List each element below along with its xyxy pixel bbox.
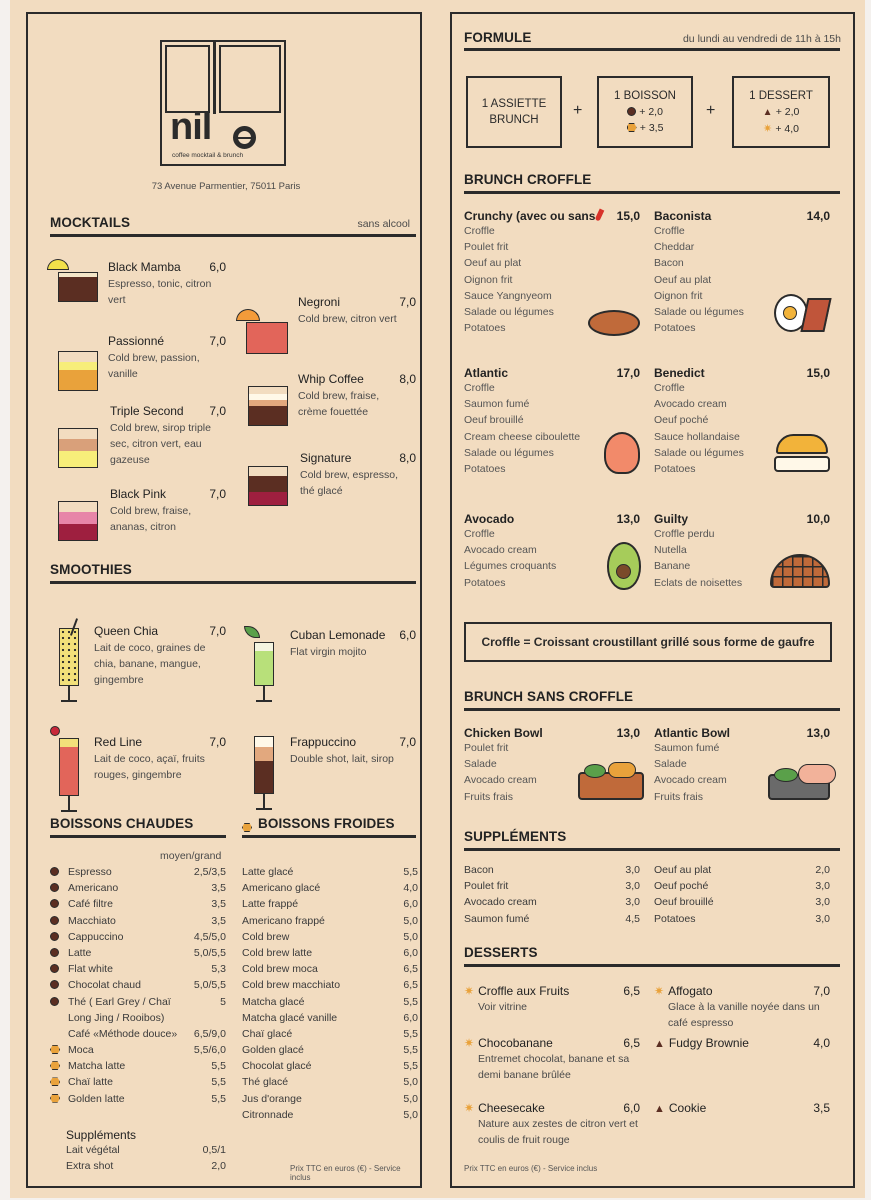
item-price: 3,0 (625, 864, 640, 876)
item-price: 6,5/9,0 (193, 1027, 226, 1040)
price-row (242, 931, 418, 947)
benedict-icon (776, 434, 828, 454)
dish-name: Baconista (654, 209, 712, 223)
smoothie-item: Frappuccino 7,0 Double shot, lait, sirop (290, 735, 416, 765)
berries-icon (50, 726, 60, 736)
dish-ingredient: Salade ou légumes (654, 446, 744, 459)
item-price: 5 (220, 995, 226, 1008)
dish-ingredient: Salade ou légumes (464, 306, 554, 319)
honey-hex-icon (50, 1061, 60, 1070)
dish-ingredient: Croffle (464, 382, 495, 394)
mocktails-note: sans alcool (357, 218, 410, 230)
coffee-dot-icon (50, 964, 59, 973)
left-panel (26, 12, 422, 1188)
item-price: 5,0/5,5 (193, 946, 226, 959)
coffee-dot-icon (50, 997, 59, 1006)
mocktails-title: MOCKTAILS (50, 215, 131, 230)
item-name: Cold brew moca (242, 963, 318, 976)
dish-name: Benedict (654, 366, 705, 380)
price-row (242, 1076, 418, 1092)
dish-ingredient: Salade (464, 758, 497, 771)
dish-ingredient: Potatoes (654, 322, 696, 335)
dish-name: Chicken Bowl (464, 726, 543, 740)
item-name: Matcha latte (68, 1060, 126, 1073)
dish-ingredient: Salade (654, 758, 687, 771)
dessert-desc: Voir vitrine (478, 1001, 528, 1013)
dish-ingredient: Oignon frit (654, 289, 703, 302)
dessert-item (464, 1101, 640, 1148)
item-name: Bacon (464, 864, 494, 876)
dish-ingredient: Bacon (654, 257, 684, 270)
croissant-icon (588, 310, 640, 336)
price-row (242, 1109, 418, 1125)
cold-drinks-title: BOISSONS FROIDES (258, 816, 395, 831)
price-row (242, 1060, 418, 1076)
dessert-name: Affogato (668, 984, 713, 998)
price-row (464, 913, 640, 929)
price-row (464, 864, 640, 880)
price-row (50, 898, 226, 914)
item-price: 5,0/5,5 (193, 979, 226, 992)
dish-ingredient: Fruits frais (464, 790, 514, 803)
price-row (50, 882, 226, 898)
item-name: Moca (68, 1044, 94, 1057)
honey-hex-icon (50, 1077, 60, 1086)
price-row (50, 1060, 226, 1076)
item-price: 5,5 (403, 995, 418, 1008)
hot-supplements-list (66, 1144, 226, 1176)
price-row (242, 979, 418, 995)
item-name: Oeuf au plat (654, 864, 712, 876)
item-price: 6,0 (403, 1011, 418, 1024)
item-price: 5,5/6,0 (193, 1044, 226, 1057)
dish-ingredient: Potatoes (464, 576, 506, 589)
coffee-dot-icon (50, 980, 59, 989)
price-row (242, 1028, 418, 1044)
item-name: Saumon fumé (464, 912, 530, 925)
item-name: Matcha glacé (242, 995, 305, 1008)
price-row (66, 1144, 226, 1160)
smoothie-item: Red Line 7,0 Lait de coco, açaï, fruits rouges, gingembre (94, 735, 226, 782)
star-icon: ✷ (464, 984, 475, 998)
dish-ingredient: Sauce hollandaise (654, 430, 740, 443)
item-name: Oeuf poché (654, 880, 709, 893)
dessert-item (654, 984, 830, 1031)
item-price: 2,0 (815, 864, 830, 876)
dish-ingredient: Avocado cream (654, 774, 727, 787)
price-row (50, 1012, 226, 1028)
item-price: 6,5 (403, 979, 418, 992)
price-row (242, 1093, 418, 1109)
glass-red-line-icon (59, 738, 79, 796)
dish-ingredient: Poulet frit (464, 742, 509, 754)
dish-price: 13,0 (616, 726, 640, 740)
price-row (242, 1012, 418, 1028)
price-row (464, 896, 640, 912)
item-name: Chocolat glacé (242, 1060, 312, 1073)
item-name: Chaï glacé (242, 1027, 293, 1040)
dish-ingredient: Croffle (464, 225, 495, 237)
mocktail-item: Passionné 7,0 Cold brew, passion, vanille (108, 334, 226, 381)
right-panel (450, 12, 855, 1188)
item-name: Americano frappé (242, 914, 325, 927)
dessert-item (654, 1036, 830, 1050)
dessert-price: 6,5 (623, 984, 640, 998)
dish-name: Atlantic (464, 366, 509, 380)
dish-name: Guilty (654, 512, 689, 526)
brand-name: nil (170, 106, 212, 148)
item-name: Chaï latte (68, 1076, 113, 1089)
dessert-name: Fudgy Brownie (668, 1036, 749, 1050)
price-footnote: Prix TTC en euros (€) - Service inclus (290, 1164, 401, 1182)
dish-ingredient: Croffle perdu (654, 528, 715, 540)
dish-ingredient: Oeuf au plat (654, 273, 712, 286)
item-price: 2,5/3,5 (193, 866, 226, 878)
brand-address: 73 Avenue Parmentier, 75011 Paris (151, 181, 301, 192)
item-name: Long Jing / Rooibos) (68, 1011, 165, 1024)
item-price: 5,0 (403, 1076, 418, 1089)
item-name: Citronnade (242, 1108, 294, 1121)
dish-ingredient: Avocado cream (654, 398, 727, 411)
dish-price: 13,0 (806, 726, 830, 740)
coffee-dot-icon (50, 948, 59, 957)
dish-ingredient: Potatoes (464, 322, 506, 335)
price-row (654, 864, 830, 880)
price-row (50, 1076, 226, 1092)
dessert-name: Croffle aux Fruits (478, 984, 570, 998)
item-name: Extra shot (66, 1160, 114, 1173)
dish-ingredient: Nutella (654, 544, 687, 557)
item-name: Macchiato (68, 914, 116, 927)
cold-drinks-hex-icon (242, 818, 252, 836)
hot-drinks-title: BOISSONS CHAUDES (50, 816, 194, 831)
price-row (464, 880, 640, 896)
dessert-item (464, 984, 640, 1015)
price-row (242, 866, 418, 882)
glass-cuban-lemonade-icon (254, 642, 274, 686)
price-footnote: Prix TTC en euros (€) - Service inclus (464, 1164, 598, 1173)
item-name: Café filtre (68, 898, 113, 911)
price-row (50, 963, 226, 979)
price-row (242, 996, 418, 1012)
glass-black-mamba-icon (58, 272, 98, 302)
price-row (654, 896, 830, 912)
croffle-title: BRUNCH CROFFLE (464, 172, 592, 187)
dish-ingredient: Croffle (464, 528, 495, 540)
item-price: 5,0 (403, 930, 418, 943)
price-row (50, 996, 226, 1012)
item-name: Golden glacé (242, 1044, 304, 1057)
dish-price: 13,0 (616, 512, 640, 526)
cold-drinks-list (242, 866, 418, 1125)
formule-box-drink: 1 BOISSON + 2,0 + 3,5 (597, 76, 693, 148)
dish-ingredient: Cream cheese ciboulette (464, 430, 581, 443)
dish-ingredient: Poulet frit (464, 241, 509, 254)
dish-ingredient: Eclats de noisettes (654, 576, 743, 589)
dessert-item (464, 1036, 640, 1083)
supplements-right (654, 864, 830, 929)
star-icon: ✷ (762, 122, 773, 135)
item-price: 5,5 (403, 1027, 418, 1040)
item-price: 3,0 (625, 896, 640, 909)
item-price: 3,5 (211, 898, 226, 911)
dish-ingredient: Cheddar (654, 241, 695, 254)
glass-queen-chia-icon (59, 628, 79, 686)
mocktail-item: Triple Second 7,0 Cold brew, sirop triple sec, citron vert, eau gazeuse (110, 404, 226, 467)
mocktail-item: Black Mamba 6,0 Espresso, tonic, citron vert (108, 260, 226, 307)
dish-ingredient: Oeuf brouillé (464, 414, 524, 427)
coffee-dot-icon (50, 916, 59, 925)
croffle-definition: Croffle = Croissant croustillant grillé sous forme de gaufre (464, 622, 832, 662)
dish-ingredient: Potatoes (464, 463, 506, 476)
item-price: 5,5 (403, 866, 418, 878)
dish-ingredient: Croffle (654, 382, 685, 394)
smoothies-title: SMOOTHIES (50, 562, 132, 577)
dish-ingredient: Potatoes (654, 463, 696, 476)
item-price: 3,0 (815, 880, 830, 893)
chili-icon (595, 209, 605, 222)
glass-negroni-icon (246, 322, 288, 354)
dessert-price: 4,0 (813, 1036, 830, 1050)
plus-sign: + (573, 102, 583, 119)
price-row (50, 947, 226, 963)
price-row (50, 931, 226, 947)
price-row (654, 880, 830, 896)
coffee-dot-icon (50, 883, 59, 892)
triangle-icon: ▲ (762, 106, 773, 118)
item-name: Café «Méthode douce» (68, 1027, 178, 1040)
item-price: 3,5 (211, 914, 226, 927)
menu-sheet (10, 0, 865, 1198)
item-name: Thé ( Earl Grey / Chaï (68, 995, 171, 1008)
dish-ingredient: Légumes croquants (464, 560, 557, 573)
item-name: Latte (68, 946, 92, 959)
dish-ingredient: Saumon fumé (464, 398, 530, 411)
price-row (50, 1044, 226, 1060)
dish-ingredient: Salade ou légumes (654, 306, 744, 319)
mint-leaf-icon (244, 626, 260, 638)
price-row (654, 913, 830, 929)
dish-ingredient: Oignon frit (464, 273, 513, 286)
desserts-title: DESSERTS (464, 945, 538, 960)
dessert-name: Cookie (668, 1101, 707, 1115)
price-row (50, 1093, 226, 1109)
item-price: 5,5 (211, 1092, 226, 1105)
coffee-dot-icon (50, 899, 59, 908)
item-name: Potatoes (654, 912, 696, 925)
formule-box-brunch: 1 ASSIETTE BRUNCH (466, 76, 562, 148)
item-price: 5,0 (403, 914, 418, 927)
triangle-icon: ▲ (654, 1103, 665, 1115)
item-name: Cappuccino (68, 930, 124, 943)
price-row (66, 1160, 226, 1176)
item-name: Avocado cream (464, 896, 537, 909)
dish-price: 17,0 (616, 366, 640, 380)
price-row (242, 963, 418, 979)
dish-ingredient: Banane (654, 560, 691, 573)
hot-drinks-list (50, 866, 226, 1109)
salmon-steak-icon (604, 432, 640, 474)
dessert-price: 6,5 (623, 1036, 640, 1050)
item-price: 6,0 (403, 898, 418, 911)
item-name: Golden latte (68, 1092, 125, 1105)
supplements-title: SUPPLÉMENTS (464, 829, 567, 844)
hot-drinks-sizes: moyen/grand (160, 850, 222, 862)
item-name: Latte glacé (242, 866, 294, 878)
item-name: Espresso (68, 866, 112, 878)
price-row (50, 915, 226, 931)
glass-black-pink-icon (58, 501, 98, 541)
smoothie-item: Queen Chia 7,0 Lait de coco, graines de chia, banane, mangue, gingembre (94, 624, 226, 687)
glass-signature-icon (248, 466, 288, 506)
item-name: Jus d'orange (242, 1092, 302, 1105)
coffee-dot-icon (50, 932, 59, 941)
formule-title: FORMULE (464, 30, 532, 45)
honey-hex-icon (50, 1094, 60, 1103)
dish-ingredient: Oeuf au plat (464, 257, 522, 270)
dish-ingredient: Sauce Yangnyeom (464, 289, 552, 302)
dish-price: 15,0 (616, 209, 640, 223)
hot-supplements-title: Suppléments (66, 1128, 137, 1142)
item-name: Americano glacé (242, 882, 321, 895)
item-name: Oeuf brouillé (654, 896, 714, 909)
item-name: Thé glacé (242, 1076, 289, 1089)
price-row (242, 915, 418, 931)
triangle-icon: ▲ (654, 1038, 665, 1050)
dessert-desc: Glace à la vanille noyée dans un café espresso (668, 1001, 820, 1030)
item-name: Latte frappé (242, 898, 299, 911)
item-price: 4,5/5,0 (193, 930, 226, 943)
dessert-price: 6,0 (623, 1101, 640, 1115)
mocktail-item: Negroni 7,0 Cold brew, citron vert (298, 295, 416, 325)
dessert-name: Chocobanane (478, 1036, 553, 1050)
price-row (242, 1044, 418, 1060)
dish-ingredient: Avocado cream (464, 544, 537, 557)
dish-price: 15,0 (806, 366, 830, 380)
brand-tagline: coffee mocktail & brunch (172, 152, 244, 159)
price-row (242, 947, 418, 963)
sans-croffle-title: BRUNCH SANS CROFFLE (464, 689, 634, 704)
glass-passionne-icon (58, 351, 98, 391)
supplements-left (464, 864, 640, 929)
star-icon: ✷ (654, 984, 665, 998)
mocktail-item: Black Pink 7,0 Cold brew, fraise, ananas, citron (110, 487, 226, 534)
glass-whip-coffee-icon (248, 386, 288, 426)
dessert-price: 3,5 (813, 1101, 830, 1115)
glass-triple-second-icon (58, 428, 98, 468)
coffee-dot-icon (50, 867, 59, 876)
item-price: 2,0 (211, 1160, 226, 1173)
dish-ingredient: Salade ou légumes (464, 446, 554, 459)
mocktail-item: Whip Coffee 8,0 Cold brew, fraise, crème fouettée (298, 372, 416, 419)
item-price: 5,5 (403, 1060, 418, 1073)
item-price: 3,5 (211, 882, 226, 895)
item-price: 5,5 (211, 1060, 226, 1073)
star-icon: ✷ (464, 1101, 475, 1115)
dessert-desc: Nature aux zestes de citron vert et coulis de fruit rouge (478, 1118, 638, 1147)
dish-ingredient: Oeuf poché (654, 414, 709, 427)
dish-ingredient: Saumon fumé (654, 742, 720, 754)
item-name: Flat white (68, 963, 113, 976)
formule-box-dessert: 1 DESSERT ▲ + 2,0 ✷ + 4,0 (732, 76, 830, 148)
item-price: 3,0 (625, 880, 640, 893)
item-name: Americano (68, 882, 119, 895)
item-price: 3,0 (815, 896, 830, 909)
dessert-price: 7,0 (813, 984, 830, 998)
item-name: Cold brew latte (242, 946, 313, 959)
brand-logo (160, 40, 286, 166)
honey-hex-icon (50, 1045, 60, 1054)
price-row (50, 1028, 226, 1044)
item-price: 5,3 (211, 963, 226, 976)
price-row (50, 866, 226, 882)
dish-name: Crunchy (avec ou sans (464, 209, 596, 223)
item-name: Cold brew macchiato (242, 979, 341, 992)
item-price: 0,5/1 (202, 1144, 226, 1156)
dish-ingredient: Avocado cream (464, 774, 537, 787)
item-price: 4,0 (403, 882, 418, 895)
mocktail-item: Signature 8,0 Cold brew, espresso, thé glacé (300, 451, 416, 498)
item-name: Chocolat chaud (68, 979, 141, 992)
item-price: 5,0 (403, 1108, 418, 1121)
formule-hours: du lundi au vendredi de 11h à 15h (682, 33, 841, 45)
orange-slice-icon (236, 309, 260, 321)
dish-ingredient: Croffle (654, 225, 685, 237)
dessert-item (654, 1101, 830, 1115)
item-price: 5,5 (211, 1076, 226, 1089)
item-name: Poulet frit (464, 880, 509, 893)
dish-price: 14,0 (806, 209, 830, 223)
price-row (50, 979, 226, 995)
price-row (242, 898, 418, 914)
dish-price: 10,0 (806, 512, 830, 526)
lemon-slice-icon (47, 259, 69, 270)
star-icon: ✷ (464, 1036, 475, 1050)
item-price: 5,5 (403, 1044, 418, 1057)
plus-sign: + (706, 102, 716, 119)
price-row (242, 882, 418, 898)
dish-name: Atlantic Bowl (654, 726, 731, 740)
item-price: 3,0 (815, 912, 830, 925)
item-price: 5,0 (403, 1092, 418, 1105)
dessert-name: Cheesecake (478, 1101, 545, 1115)
smoothie-item: Cuban Lemonade 6,0 Flat virgin mojito (290, 628, 416, 658)
item-name: Lait végétal (66, 1144, 120, 1156)
dessert-desc: Entremet chocolat, banane et sa demi banane brûlée (478, 1053, 630, 1082)
item-price: 6,0 (403, 946, 418, 959)
item-price: 4,5 (625, 912, 640, 925)
dish-name: Avocado (464, 512, 515, 526)
item-name: Matcha glacé vanille (242, 1011, 338, 1024)
dish-ingredient: Fruits frais (654, 790, 704, 803)
glass-frappuccino-icon (254, 736, 274, 794)
item-name: Cold brew (242, 930, 290, 943)
item-price: 6,5 (403, 963, 418, 976)
